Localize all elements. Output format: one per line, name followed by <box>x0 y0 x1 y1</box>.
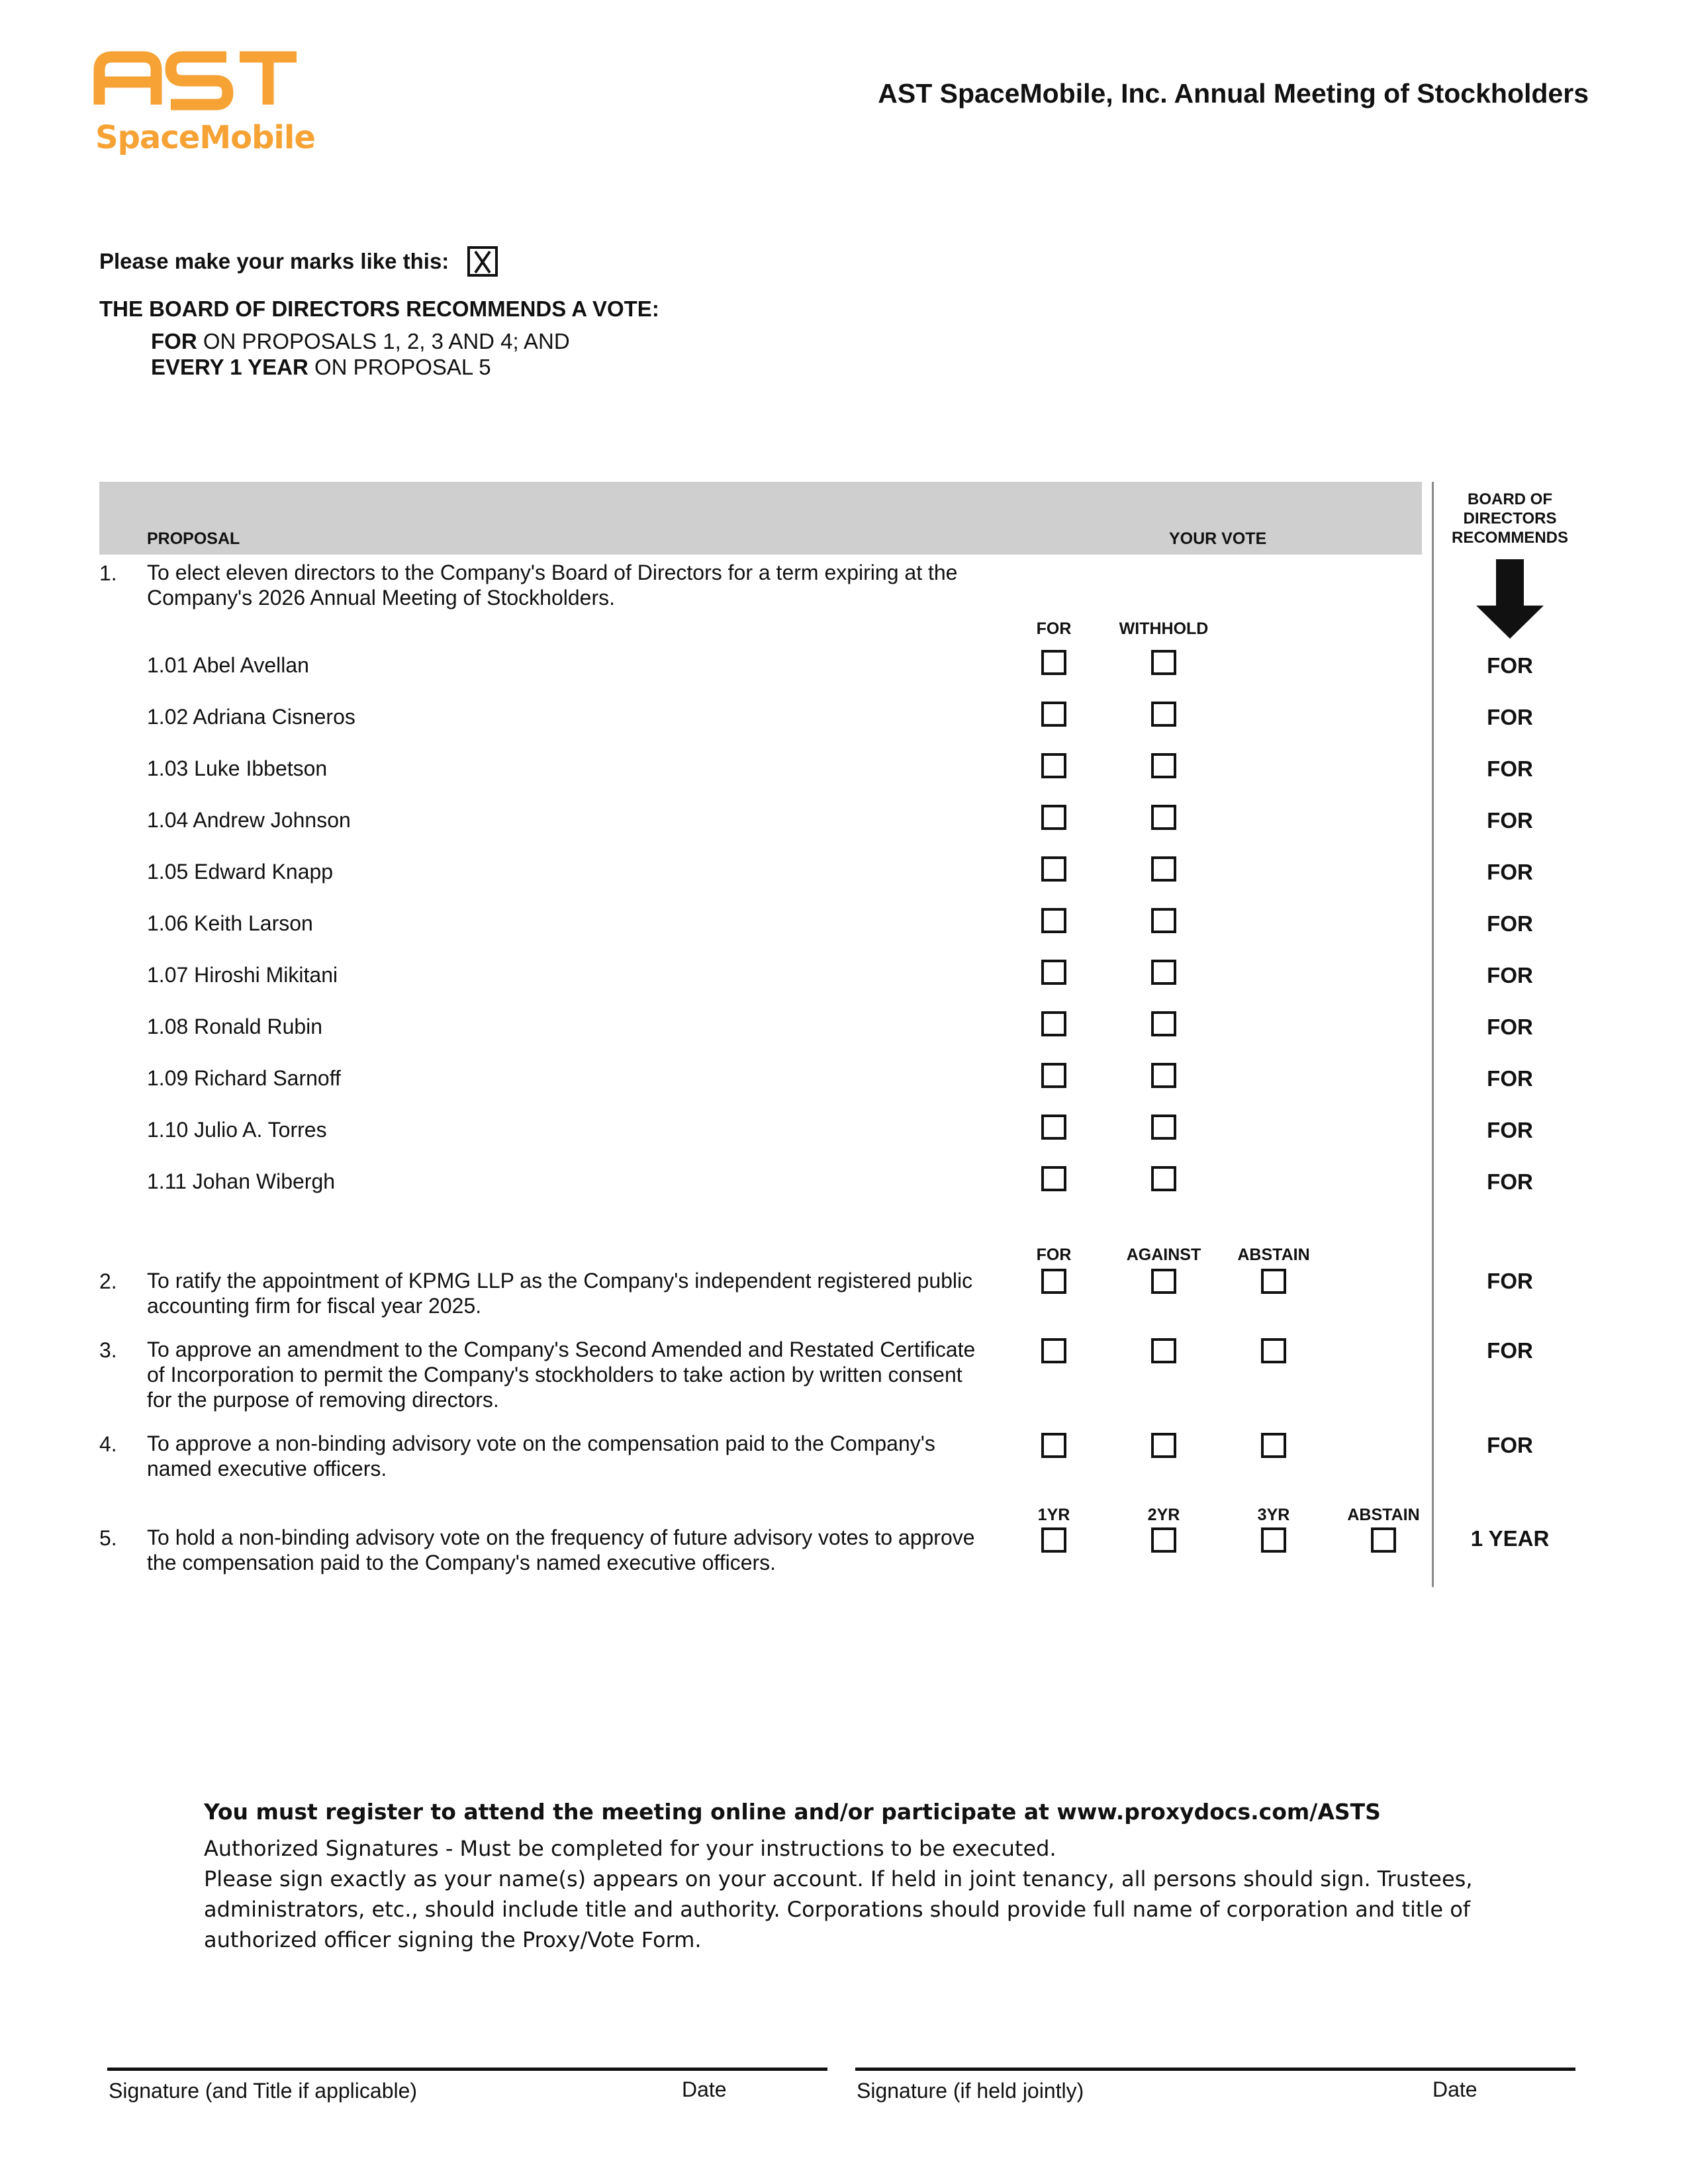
nominee-label: 1.06 Keith Larson <box>147 911 313 935</box>
board-recommendation-heading: THE BOARD OF DIRECTORS RECOMMENDS A VOTE: <box>99 296 659 321</box>
proposal-4-for-checkbox[interactable] <box>1041 1433 1066 1458</box>
date-1-label: Date <box>682 2077 727 2101</box>
proposal-2-for-checkbox[interactable] <box>1041 1269 1066 1294</box>
nominee-recommendation: FOR <box>1487 808 1533 833</box>
nominee-withhold-checkbox[interactable] <box>1151 856 1176 882</box>
your-vote-column-header: YOUR VOTE <box>1169 529 1267 548</box>
nominee-recommendation: FOR <box>1487 1118 1533 1142</box>
p5-2yr-column-header: 2YR <box>1147 1506 1180 1524</box>
nominee-for-checkbox[interactable] <box>1041 908 1066 933</box>
nominee-label: 1.04 Andrew Johnson <box>147 808 351 832</box>
nominee-recommendation: FOR <box>1487 963 1533 987</box>
p2-abstain-column-header: ABSTAIN <box>1237 1246 1310 1264</box>
proposal-2-against-checkbox[interactable] <box>1151 1269 1176 1294</box>
nominee-recommendation: FOR <box>1487 860 1533 884</box>
authorized-signatures-note: Authorized Signatures - Must be completed for your instructions to be executed. <box>204 1836 1056 1861</box>
nominee-label: 1.11 Johan Wibergh <box>147 1169 336 1193</box>
proposal-3-for-checkbox[interactable] <box>1041 1338 1066 1363</box>
signing-instructions: Please sign exactly as your name(s) appears on your account. If held in joint tenancy, all persons should sign. Trustees, administrators, etc., should include title and authority. Corporations should provide full name of corporation and title of authorized officer signing the Proxy/Vote Form. <box>204 1866 1473 1952</box>
recommendation-line-2: EVERY 1 YEAR ON PROPOSAL 5 <box>151 355 491 379</box>
nominee-withhold-checkbox[interactable] <box>1151 1166 1176 1191</box>
board-recommends-header: BOARD OF DIRECTORS RECOMMENDS <box>1451 490 1568 547</box>
nominee-recommendation: FOR <box>1487 1169 1533 1194</box>
proposal-5-3yr-checkbox[interactable] <box>1261 1527 1286 1553</box>
nominee-recommendation: FOR <box>1487 911 1533 936</box>
p5-3yr-column-header: 3YR <box>1257 1506 1290 1524</box>
recommendation-line-1: FOR ON PROPOSALS 1, 2, 3 AND 4; AND <box>151 329 570 353</box>
p1-for-column-header: FOR <box>1036 619 1072 638</box>
proposal-3-number: 3. <box>99 1338 117 1362</box>
nominee-for-checkbox[interactable] <box>1041 702 1066 727</box>
proposal-4-against-checkbox[interactable] <box>1151 1433 1176 1458</box>
proposal-5-2yr-checkbox[interactable] <box>1151 1527 1176 1553</box>
p2-for-column-header: FOR <box>1036 1246 1072 1264</box>
nominee-label: 1.09 Richard Sarnoff <box>147 1066 341 1090</box>
nominee-withhold-checkbox[interactable] <box>1151 1063 1176 1088</box>
nominee-recommendation: FOR <box>1487 653 1533 678</box>
p2-against-column-header: AGAINST <box>1126 1246 1201 1264</box>
nominee-withhold-checkbox[interactable] <box>1151 753 1176 778</box>
proposal-3-abstain-checkbox[interactable] <box>1261 1338 1286 1363</box>
proposal-column-header: PROPOSAL <box>147 529 240 548</box>
down-arrow-icon <box>1476 559 1544 639</box>
proposal-5-recommendation: 1 YEAR <box>1470 1526 1550 1551</box>
proposal-1-text: To elect eleven directors to the Company's Board of Directors for a term expiring at the Company's 2026 Annual Meeting of Stockholders. <box>147 561 958 610</box>
signature-line-2[interactable] <box>855 2068 1575 2071</box>
document-title: AST SpaceMobile, Inc. Annual Meeting of Stockholders <box>878 78 1589 109</box>
nominee-for-checkbox[interactable] <box>1041 1115 1066 1140</box>
proposal-5-1yr-checkbox[interactable] <box>1041 1527 1066 1553</box>
nominee-withhold-checkbox[interactable] <box>1151 908 1176 933</box>
registration-notice: You must register to attend the meeting online and/or participate at www.proxydocs.com/ASTS <box>204 1799 1381 1825</box>
marks-instruction: Please make your marks like this: <box>99 249 449 273</box>
proposal-5-abstain-checkbox[interactable] <box>1371 1527 1396 1553</box>
nominee-withhold-checkbox[interactable] <box>1151 960 1176 985</box>
nominee-label: 1.05 Edward Knapp <box>147 860 334 884</box>
nominee-for-checkbox[interactable] <box>1041 805 1066 830</box>
sample-mark-icon <box>467 246 498 277</box>
nominee-label: 1.03 Luke Ibbetson <box>147 756 328 780</box>
nominee-recommendation: FOR <box>1487 1066 1533 1091</box>
proposal-5-number: 5. <box>99 1526 117 1550</box>
nominee-withhold-checkbox[interactable] <box>1151 805 1176 830</box>
proposal-2-number: 2. <box>99 1269 117 1293</box>
proposal-3-text: To approve an amendment to the Company's Second Amended and Restated Certificate of Incorporation to permit the Company's stockholders to take action by written consent for the purpose of removing directors. <box>147 1338 976 1412</box>
recommendation-divider <box>1432 482 1434 1587</box>
ast-logo <box>93 48 305 127</box>
proposal-2-abstain-checkbox[interactable] <box>1261 1269 1286 1294</box>
proposal-1-number: 1. <box>99 561 117 585</box>
proposal-3-against-checkbox[interactable] <box>1151 1338 1176 1363</box>
nominee-label: 1.02 Adriana Cisneros <box>147 705 355 729</box>
nominee-for-checkbox[interactable] <box>1041 1011 1066 1036</box>
nominee-recommendation: FOR <box>1487 756 1533 781</box>
proposal-2-text: To ratify the appointment of KPMG LLP as the Company's independent registered public accounting firm for fiscal year 2025. <box>147 1269 973 1318</box>
logo-subtitle: SpaceMobile <box>95 119 315 156</box>
nominee-withhold-checkbox[interactable] <box>1151 1115 1176 1140</box>
p5-abstain-column-header: ABSTAIN <box>1347 1506 1420 1524</box>
proposal-3-recommendation: FOR <box>1487 1338 1533 1363</box>
signature-2-label: Signature (if held jointly) <box>857 2079 1084 2103</box>
proposal-4-text: To approve a non-binding advisory vote on the compensation paid to the Company's named executive officers. <box>147 1432 935 1480</box>
nominee-withhold-checkbox[interactable] <box>1151 702 1176 727</box>
nominee-for-checkbox[interactable] <box>1041 960 1066 985</box>
nominee-for-checkbox[interactable] <box>1041 1063 1066 1088</box>
p1-withhold-column-header: WITHHOLD <box>1119 619 1209 638</box>
signature-1-label: Signature (and Title if applicable) <box>109 2079 418 2103</box>
nominee-label: 1.08 Ronald Rubin <box>147 1015 323 1038</box>
proposal-5-text: To hold a non-binding advisory vote on the frequency of future advisory votes to approve the compensation paid to the Company's named executive officers. <box>147 1525 975 1574</box>
date-2-label: Date <box>1432 2077 1477 2101</box>
nominee-for-checkbox[interactable] <box>1041 650 1066 675</box>
nominee-for-checkbox[interactable] <box>1041 753 1066 778</box>
proposal-2-recommendation: FOR <box>1487 1269 1533 1293</box>
proposal-4-abstain-checkbox[interactable] <box>1261 1433 1286 1458</box>
nominee-label: 1.07 Hiroshi Mikitani <box>147 963 338 987</box>
nominee-label: 1.01 Abel Avellan <box>147 653 309 677</box>
nominee-for-checkbox[interactable] <box>1041 1166 1066 1191</box>
nominee-for-checkbox[interactable] <box>1041 856 1066 882</box>
nominee-withhold-checkbox[interactable] <box>1151 1011 1176 1036</box>
p5-1yr-column-header: 1YR <box>1037 1506 1070 1524</box>
signature-line-1[interactable] <box>107 2068 827 2071</box>
proposal-4-recommendation: FOR <box>1487 1433 1533 1457</box>
nominee-withhold-checkbox[interactable] <box>1151 650 1176 675</box>
proposal-4-number: 4. <box>99 1432 117 1456</box>
nominee-label: 1.10 Julio A. Torres <box>147 1118 327 1142</box>
nominee-recommendation: FOR <box>1487 1015 1533 1039</box>
nominee-recommendation: FOR <box>1487 705 1533 729</box>
